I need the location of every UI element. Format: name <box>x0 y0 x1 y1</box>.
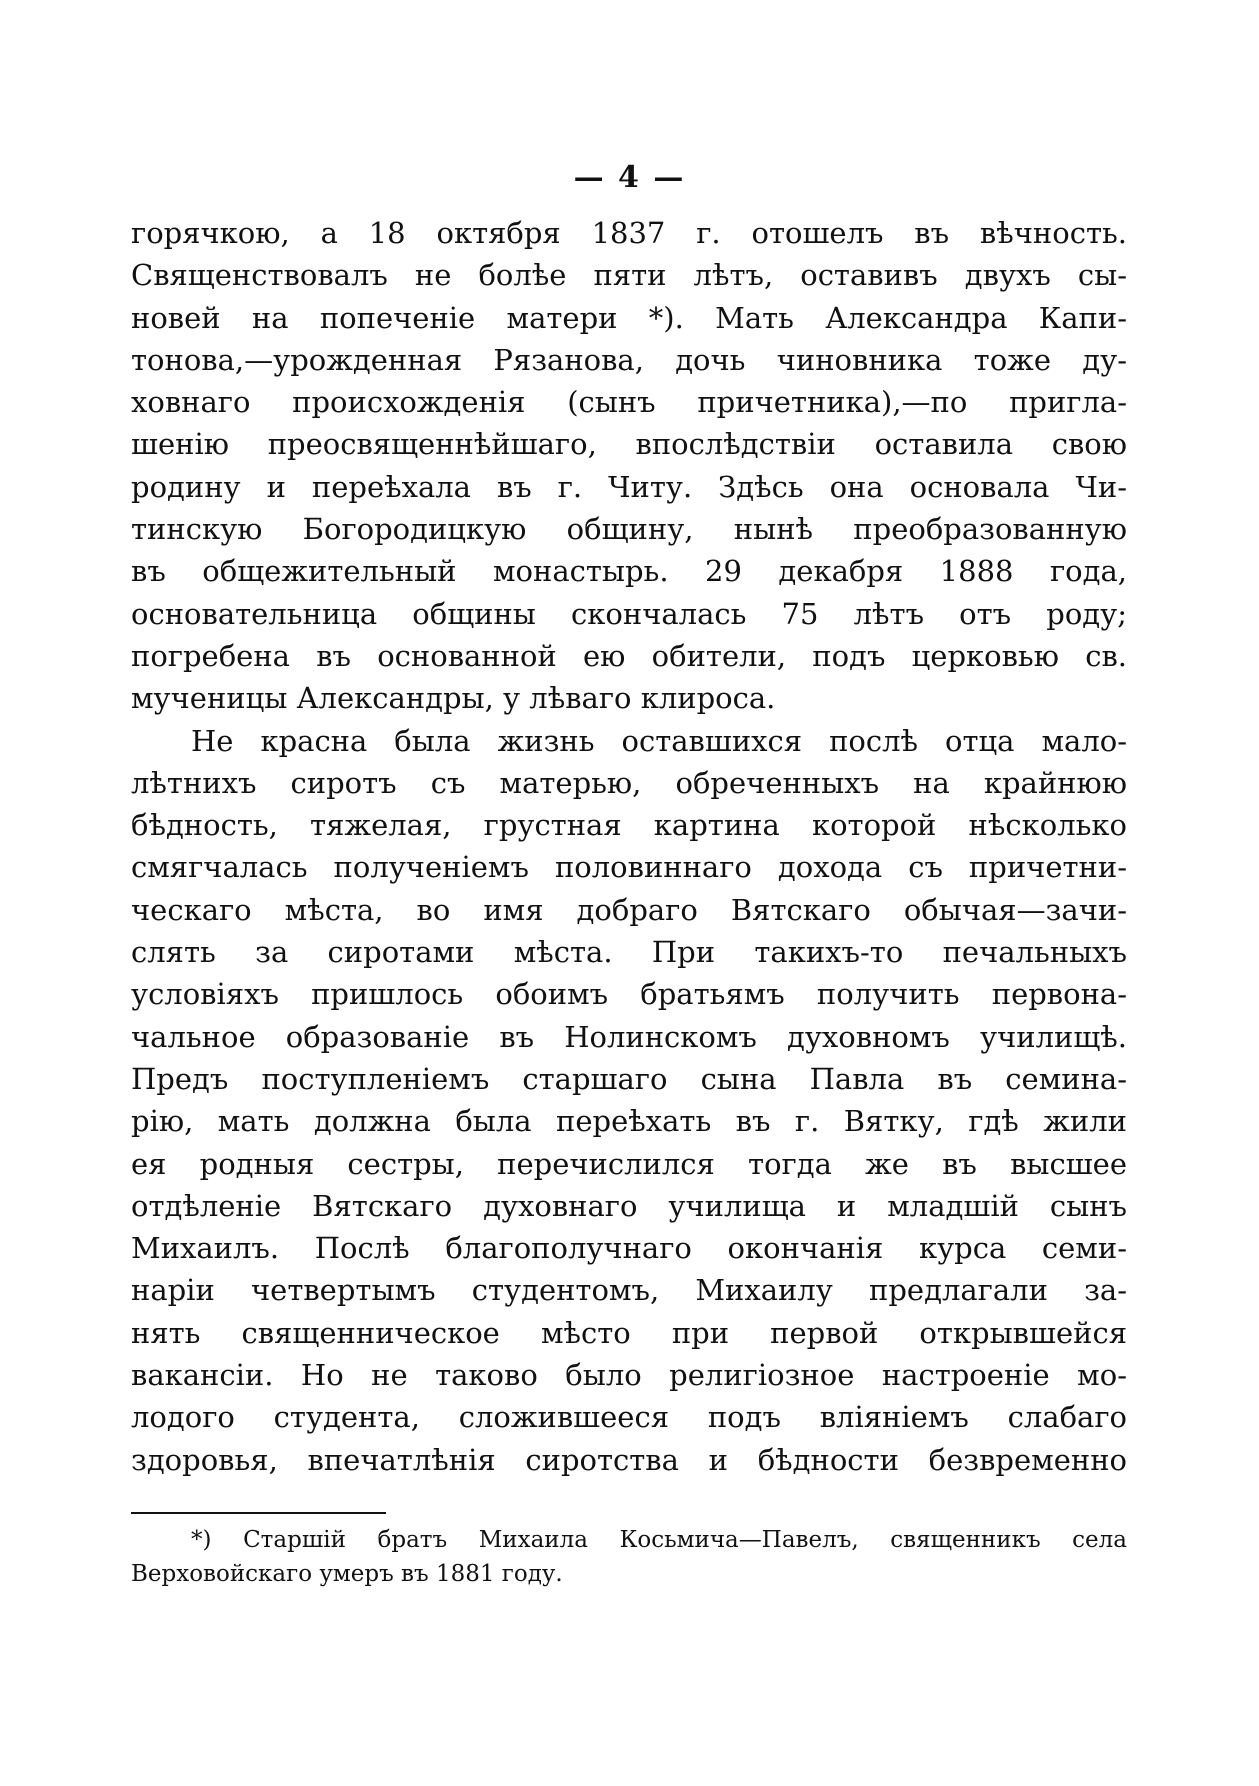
body-text <box>131 212 1127 1481</box>
page-number: — 4 — <box>573 160 686 195</box>
text-line: Священствовалъ не болѣе пяти лѣтъ, оставивъ двухъ сы- <box>131 258 1127 293</box>
text-line: лодого студента, сложившееся подъ вліяніемъ слабаго <box>131 1400 1127 1435</box>
text-line: въ общежительный монастырь. 29 декабря 1888 года, <box>131 554 1127 589</box>
text-line: ея родныя сестры, перечислился тогда же въ высшее <box>131 1146 1127 1181</box>
text-line: Михаилъ. Послѣ благополучнаго окончанія курса семи- <box>131 1231 1127 1266</box>
text-line: чальное образованіе въ Нолинскомъ духовномъ училищѣ. <box>131 1019 1127 1054</box>
text-line: лѣтнихъ сиротъ съ матерью, обреченныхъ на крайнюю <box>131 765 1127 800</box>
text-line: рію, мать должна была переѣхать въ г. Вятку, гдѣ жили <box>131 1104 1127 1139</box>
text-line: бѣдность, тяжелая, грустная картина которой нѣсколько <box>131 808 1127 843</box>
text-line: тинскую Богородицкую общину, нынѣ преобразованную <box>131 512 1127 547</box>
text-line: нять священническое мѣсто при первой открывшейся <box>131 1315 1127 1350</box>
text-line: ховнаго происхожденія (сынъ причетника),—по пригла- <box>131 385 1127 420</box>
text-line: отдѣленіе Вятскаго духовнаго училища и младшій сынъ <box>131 1188 1127 1223</box>
text-line: здоровья, впечатлѣнія сиротства и бѣдности безвременно <box>131 1442 1127 1477</box>
text-line: Не красна была жизнь оставшихся послѣ отца мало- <box>191 723 1127 758</box>
text-line: шенію преосвященнѣйшаго, впослѣдствіи оставила свою <box>131 427 1127 462</box>
text-line: новей на попеченіе матери *). Мать Александра Капи- <box>131 300 1127 335</box>
text-line: горячкою, а 18 октября 1837 г. отошелъ въ вѣчность. <box>131 216 1127 250</box>
text-line: погребена въ основанной ею обители, подъ церковью св. <box>131 638 1127 673</box>
text-line: смягчалась полученіемъ половиннаго дохода съ причетни- <box>131 850 1127 885</box>
footnote-divider <box>131 1512 386 1514</box>
text-line: тонова,—урожденная Рязанова, дочь чиновника тоже ду- <box>131 342 1127 377</box>
text-line: мученицы Александры, у лѣваго клироса. <box>131 681 776 716</box>
footnote <box>131 1523 1127 1591</box>
footnote-line: Верховойскаго умеръ въ 1881 году. <box>131 1561 563 1587</box>
text-line: основательница общины скончалась 75 лѣтъ отъ роду; <box>131 596 1127 631</box>
footnote-line: *) Старшій братъ Михаила Косьмича—Павелъ, священникъ села <box>191 1527 1127 1553</box>
text-line: ческаго мѣста, во имя добраго Вятскаго обычая—зачи- <box>131 892 1127 927</box>
text-line: родину и переѣхала въ г. Читу. Здѣсь она основала Чи- <box>131 469 1127 504</box>
text-line: наріи четвертымъ студентомъ, Михаилу предлагали за- <box>131 1273 1127 1308</box>
text-line: условіяхъ пришлось обоимъ братьямъ получить первона- <box>131 977 1127 1012</box>
text-line: слять за сиротами мѣста. При такихъ-то печальныхъ <box>131 935 1127 970</box>
text-line: Предъ поступленіемъ старшаго сына Павла въ семина- <box>131 1061 1127 1096</box>
text-line: вакансіи. Но не таково было религіозное настроеніе мо- <box>131 1358 1127 1393</box>
